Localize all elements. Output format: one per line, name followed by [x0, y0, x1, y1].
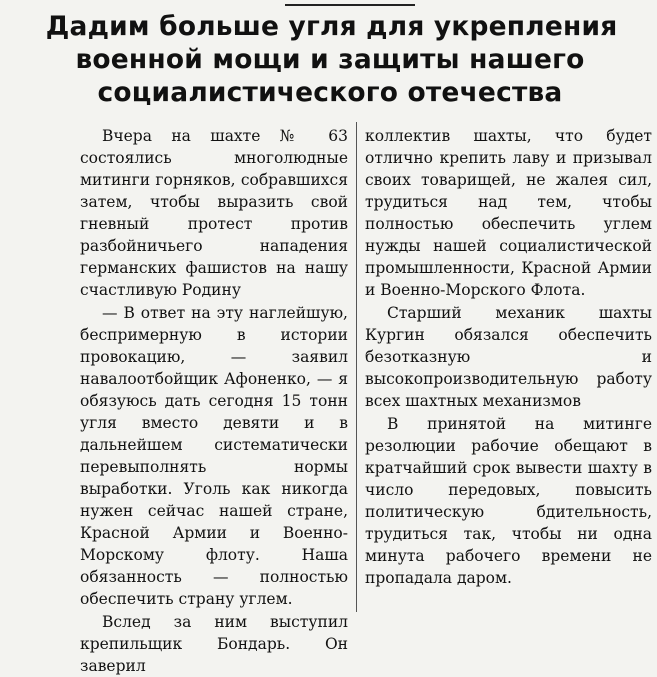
paragraph: Старший механик шахты Кургин обязался обеспечить безотказную и высокопроизводительную работу всех шахтных механизмов: [365, 304, 652, 410]
headline: [45, 10, 618, 109]
headline-line-3: социалистического отечества: [97, 77, 563, 108]
article-column-left: [80, 125, 348, 677]
paragraph: — В ответ на эту наглейшую, беспримерную в истории провокацию, — заявил навалоотбойщик Афоненко, — я обязуюсь дать сегодня 15 тонн угля вместо девяти и в дальнейшем систематически перевыполнять нормы выработки. Уголь как никогда нужен сейчас нашей стране, Красной Армии и Военно-Морскому флоту. Наша обязанность — полностью обеспечить страну углем.: [80, 304, 348, 608]
headline-line-2: военной мощи и защиты нашего: [75, 44, 585, 75]
paragraph: Вчера на шахте № 63 состоялись многолюдные митинги горняков, собравшихся затем, чтобы выразить свой гневный протест против разбойничьего нападения германских фашистов на нашу счастливую Родину: [80, 127, 348, 299]
paragraph: В принятой на митинге резолюции рабочие обещают в кратчайший срок вывести шахту в число передовых, повысить политическую бдительность, трудиться так, чтобы ни одна минута рабочего времени не пропадала даром.: [365, 415, 652, 587]
article-column-right: [365, 125, 652, 589]
headline-line-1: Дадим больше угля для укрепления: [45, 11, 618, 42]
column-divider: [356, 122, 357, 612]
top-rule: [285, 4, 415, 6]
paragraph: Вслед за ним выступил крепильщик Бондарь. Он заверил: [80, 613, 348, 675]
paragraph: коллектив шахты, что будет отлично крепить лаву и призывал своих товарищей, не жалея сил, трудиться над тем, чтобы полностью обеспечить углем нужды нашей социалистической промышленности, Красной Армии и Военно-Морского Флота.: [365, 127, 652, 299]
